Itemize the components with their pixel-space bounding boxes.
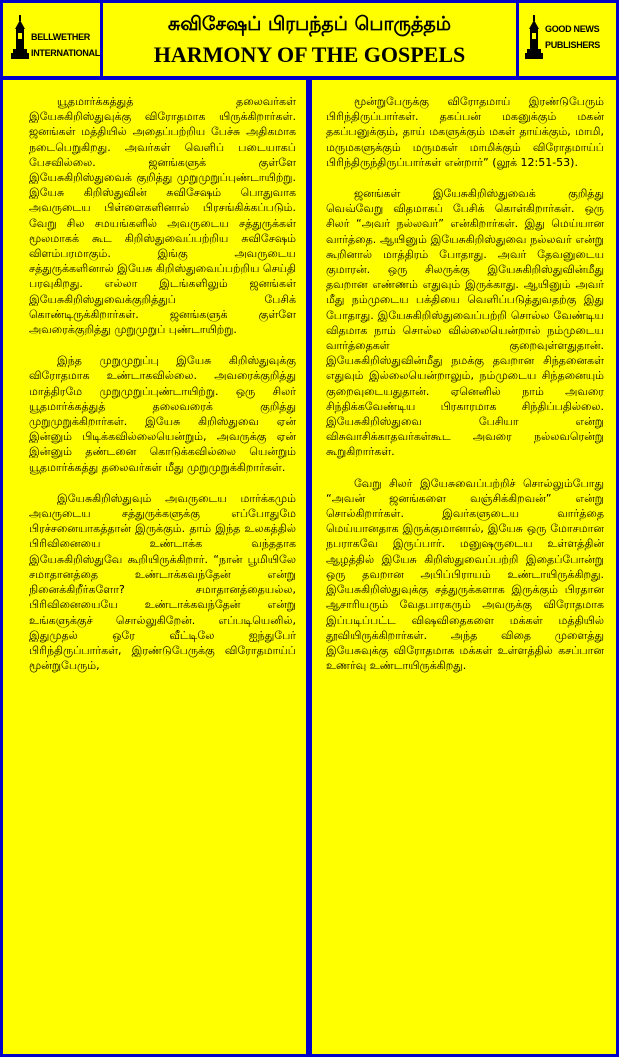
- left-logo-text: BELLWETHER INTERNATIONAL: [31, 32, 100, 58]
- header-banner: [3, 3, 616, 76]
- left-paragraph-1: யூதமார்க்கத்துத் தலைவர்கள் இயேசுகிறிஸ்துவுக்கு விரோதமாக யிருக்கிறார்கள். ஜனங்கள் மத்தியில் அதைப்பற்றிய பேச்சு அதிகமாக நடைபெறுகிறது. அவர்கள் வெளிப் படையாகப் பேசவில்லை. ஜனங்களுக் குள்ளே இயேசுகிறிஸ்துவைக் குறித்து முறுமுறுப்புண்டாயிற்று. இயேசு கிறிஸ்துவின் சுவிசேஷம் பொதுவாக அவருடைய பிள்ளைகளினால் பிரசங்கிக்கப்படும். வேறு சில சமயங்களில் அவருடைய சத்துருக்கள் மூலமாகக் கூட கிறிஸ்துவைப்பற்றிய சுவிசேஷம் விளம்பரமாகும். இங்கு அவருடைய சத்துருக்களினால் இயேசு கிறிஸ்துவைப்பற்றிய செய்தி பரவுகிறது. எல்லா இடங்களிலும் ஜனங்கள் இயேசுகிறிஸ்துவைக்குறித்துப் பேசிக் கொண்டிருக்கிறார்கள். ஜனங்களுக் குள்ளே அவரைக்குறித்து முறுமுறுப் புண்டாயிற்று.: [29, 95, 296, 337]
- left-column: [3, 80, 306, 1054]
- bell-tower-icon: [11, 15, 29, 59]
- left-paragraph-3: இயேசுகிறிஸ்துவும் அவருடைய மார்க்கமும் அவருடைய சத்துருக்களுக்கு எப்போதுமே பிரச்சனையாகத்தான் இருக்கும். தாம் இந்த உலகத்தில் பிரிவினையை உண்டாக்க வந்ததாக இயேசுகிறிஸ்துவே கூறியிருக்கிறார். “நான் பூமியிலே சமாதானத்தை உண்டாக்கவந்தேன் என்று நினைக்கிறீர்களோ? சமாதானத்தையல்ல, பிரிவினையையே உண்டாக்கவந்தேன் என்று உங்களுக்குச் சொல்லுகிறேன். எப்படியெனில், இதுமுதல் ஒரே வீட்டிலே ஐந்துபேர் பிரிந்திருப்பார்கள், இரண்டுபேருக்கு விரோதமாய்ப் மூன்றுபேரும்,: [29, 491, 296, 673]
- left-paragraph-2: இந்த முறுமுறுப்பு இயேசு கிறிஸ்துவுக்கு விரோதமாக உண்டாகவில்லை. அவரைக்குறித்து மாத்திரமே முறுமுறுப்புண்டாயிற்று. ஒரு சிலர் யூதமார்க்கத்துத் தலைவரைக் குறித்து முறுமுறுக்கிறார்கள். இயேசு கிறிஸ்துவை ஏன் இன்னும் பிடிக்கவில்லையென்றும், அவருக்கு ஏன் இன்னும் தண்டனை கொடுக்கவில்லை யென்றும் யூதமார்க்கத்து தலைவர்கள் மீது முறுமுறுக்கிறார்கள்.: [29, 354, 296, 474]
- right-paragraph-2: ஜனங்கள் இயேசுகிறிஸ்துவைக் குறித்து வெவ்வேறு விதமாகப் பேசிக் கொள்கிறார்கள். ஒரு சிலர் “அவர் நல்லவர்” என்கிறார்கள். இது மெய்யான வார்த்தை. ஆயினும் இயேசுகிறிஸ்துவை நல்லவர் என்று கூறினால் மாத்திரம் போதாது. அவர் தேவனுடைய குமாரன். ஒரு சிலருக்கு இயேசுகிறிஸ்துவின்மீது தவறான எண்ணம் எதுவும் இருக்காது. ஆயினும் அவர் மீது நம்முடைய பக்தியை வெளிப்படுத்துவதற்கு இது போதாது. இயேசுகிறிஸ்துவைப்பற்றி சொல்ல வேண்டிய விதமாக நாம் சொல்ல வில்லையென்றால் நம்முடைய வார்த்தைகள் குறைவுள்ளதுதான். இயேசுகிறிஸ்துவின்மீது நமக்கு தவறான சிந்தனைகள் எதுவும் இல்லையென்றாலும், நம்முடைய சிந்தனையும் குறைவுடையதுதான். ஏனெனில் நாம் அவரை சிந்திக்கவேண்டிய பிரகாரமாக சிந்திப்பதில்லை. இயேசுகிறிஸ்துவை பேசியா என்று விசுவாசிக்காதவர்கள்கூட அவரை நல்லவரென்று கூறுகிறார்கள்.: [326, 187, 604, 459]
- right-column: [312, 80, 616, 1054]
- right-paragraph-3: வேறு சிலர் இயேசுவைப்பற்றிச் சொல்லும்போது “அவன் ஜனங்களை வஞ்சிக்கிறவன்” என்று சொல்கிறார்கள். இவர்களுடைய வார்த்தை மெய்யானதாக இருக்குமானால், இயேசு ஒரு மோசமான நபராகவே இருப்பார். மனுஷருடைய உள்ளத்தின் ஆழத்தில் இயேசு கிறிஸ்துவைப்பற்றி இதைப்போன்று ஒரு தவறான அபிப்பிராயம் உண்டாயிருக்கிறது. இயேசுகிறிஸ்துவுக்கு சத்துருக்களாக இருக்கும் பிரதான ஆசாரியரும் வேதபாரகரும் அவருக்கு விரோதமாக இப்படிப்பட்ட விஷவிதைகளை மக்கள் மத்தியில் தூவியிருக்கிறார்கள். அந்த விதை முளைத்து இயேசுவுக்கு விரோதமாக மக்கள் உள்ளத்தில் கசப்பான உணர்வு உண்டாயிருக்கிறது.: [326, 476, 604, 673]
- right-paragraph-1: மூன்றுபேருக்கு விரோதமாய் இரண்டுபேரும் பிரிந்திருப்பார்கள். தகப்பன் மகனுக்கும் மகன் தகப்பனுக்கும், தாய் மகளுக்கும் மகள் தாய்க்கும், மாமி, மருமகளுக்கும் மருமகள் மாமிக்கும் விரோதமாய்ப் பிரிந்திருந்திருப்பார்கள் என்றார்” (லூக் 12:51-53).: [326, 95, 604, 169]
- title-english: HARMONY OF THE GOSPELS: [153, 42, 466, 67]
- good-news-logo: [516, 3, 616, 76]
- right-logo-text: GOOD NEWS PUBLISHERS: [545, 24, 601, 50]
- bell-tower-icon: [525, 15, 543, 59]
- title-block: [103, 3, 516, 76]
- bellwether-logo: [3, 3, 103, 76]
- title-tamil: சுவிசேஷப் பிரபந்தப் பொருத்தம்: [167, 13, 452, 35]
